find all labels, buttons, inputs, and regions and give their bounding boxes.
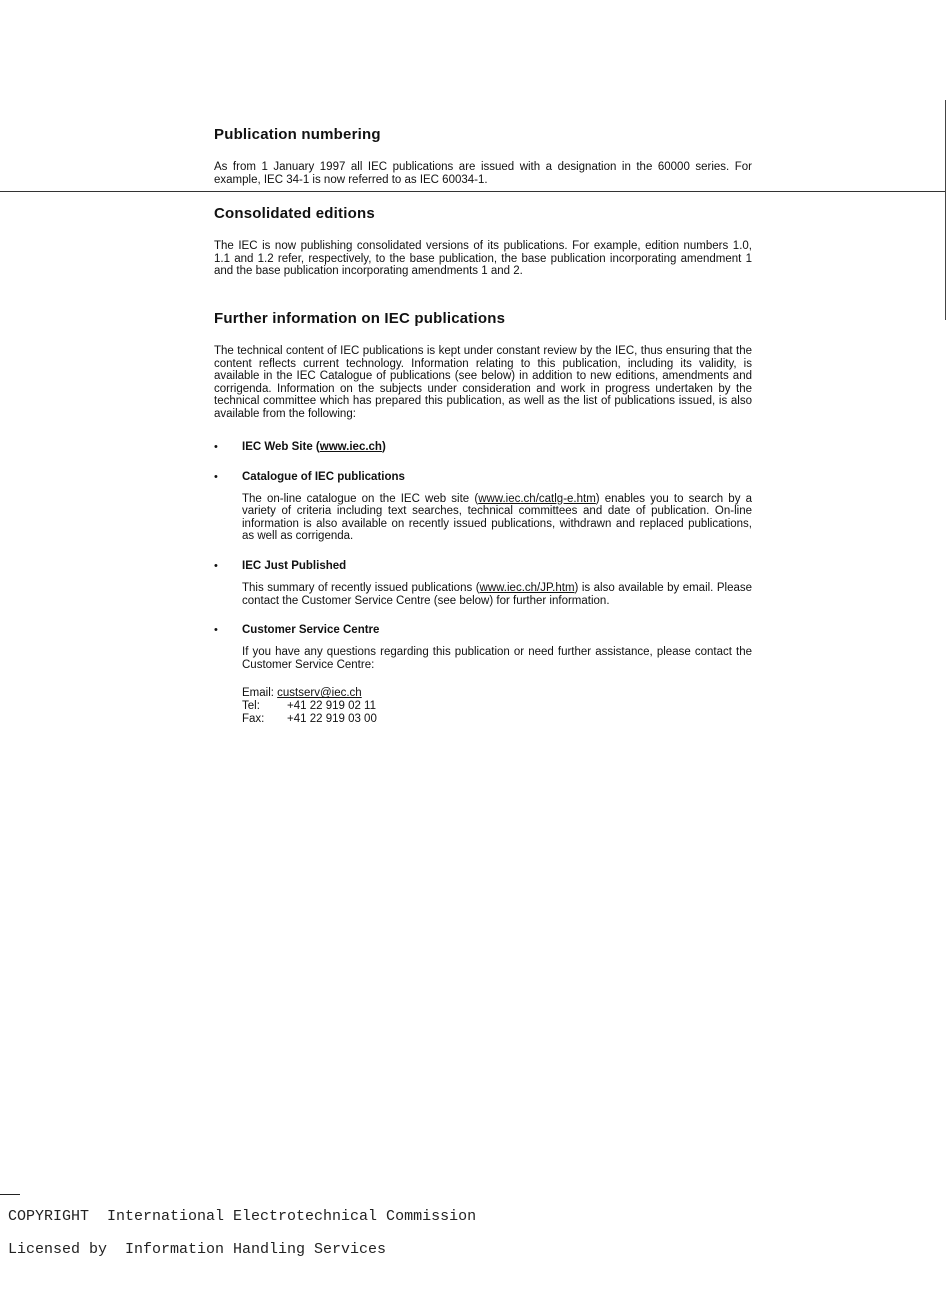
fax-value: +41 22 919 03 00 [287, 712, 377, 725]
email-label: Email: [242, 687, 274, 700]
scan-dash-mark [0, 1194, 20, 1195]
bullet-just-published [214, 560, 752, 607]
bullet-title-prefix: IEC Web Site ( [242, 440, 320, 453]
contact-fax-row [242, 713, 752, 726]
tel-value: +41 22 919 02 11 [287, 699, 376, 712]
section-title: Further information on IEC publications [214, 310, 506, 327]
bullet-title: Catalogue of IEC publications [242, 470, 405, 483]
bullet-text [242, 582, 752, 607]
scan-rule-line [0, 191, 946, 192]
bullet-text-after: ) enables you to search by a variety of criteria including text searches, technical committees and date of publication. On-line information is also available on recently issued publications, withdrawn and replaced publications, as well as corrigenda. [242, 492, 752, 543]
email-link[interactable]: custserv@iec.ch [277, 687, 362, 700]
contact-email-row [242, 687, 752, 700]
footer-license: Licensed by Information Handling Services [8, 1241, 387, 1258]
scan-edge-mark [945, 100, 946, 320]
section-publication-numbering [214, 126, 752, 186]
section-text: As from 1 January 1997 all IEC publications are issued with a designation in the 60000 series. For example, IEC 34-1 is now referred to as IEC 60034-1. [214, 161, 752, 186]
contact-details [242, 687, 752, 725]
bullet-title-suffix: ) [381, 440, 386, 453]
footer-copyright: COPYRIGHT International Electrotechnical Commission [8, 1208, 477, 1225]
tel-label: Tel: [242, 699, 260, 712]
bullet-dot-icon: • [214, 440, 218, 453]
section-text: The IEC is now publishing consolidated versions of its publications. For example, edition numbers 1.0, 1.1 and 1.2 refer, respectively, to the base publication, the base publication incorporating amendment 1 and the base publication incorporating amendments 1 and 2. [214, 240, 752, 278]
bullet-title [242, 441, 752, 454]
info-bullet-list [214, 441, 752, 726]
bullet-title: IEC Just Published [242, 559, 347, 572]
section-title: Consolidated editions [214, 205, 375, 222]
bullet-title: Customer Service Centre [242, 624, 380, 637]
bullet-dot-icon: • [214, 470, 218, 483]
bullet-text-before: The on-line catalogue on the IEC web site ( [242, 492, 479, 505]
section-further-information [214, 310, 752, 742]
bullet-catalogue [214, 471, 752, 543]
bullet-text-before: This summary of recently issued publications ( [242, 581, 480, 594]
bullet-web-site [214, 441, 752, 454]
section-text: The technical content of IEC publications is kept under constant review by the IEC, thus ensuring that the content reflects current technology. Information relating to this publication, including its validity, is available in the IEC Catalogue of publications (see below) in addition to new editions, amendments and corrigenda. Information on the subjects under consideration and work in progress undertaken by the technical committee which has prepared this publication, as well as the list of publications issued, is also available from the following: [214, 345, 752, 420]
section-title: Publication numbering [214, 126, 381, 143]
bullet-text: If you have any questions regarding this publication or need further assistance, please contact the Customer Service Centre: [242, 646, 752, 671]
bullet-text-after: ) is also available by email. Please contact the Customer Service Centre (see below) for further information. [242, 581, 753, 607]
bullet-dot-icon: • [214, 624, 218, 637]
bullet-customer-service [214, 624, 752, 725]
catalogue-link[interactable]: www.iec.ch/catlg-e.htm [478, 492, 596, 505]
fax-label: Fax: [242, 712, 265, 725]
web-site-link[interactable]: www.iec.ch [319, 440, 382, 453]
contact-tel-row [242, 700, 752, 713]
just-published-link[interactable]: www.iec.ch/JP.htm [479, 581, 575, 594]
section-consolidated-editions [214, 205, 752, 278]
bullet-text [242, 493, 752, 543]
bullet-dot-icon: • [214, 559, 218, 572]
